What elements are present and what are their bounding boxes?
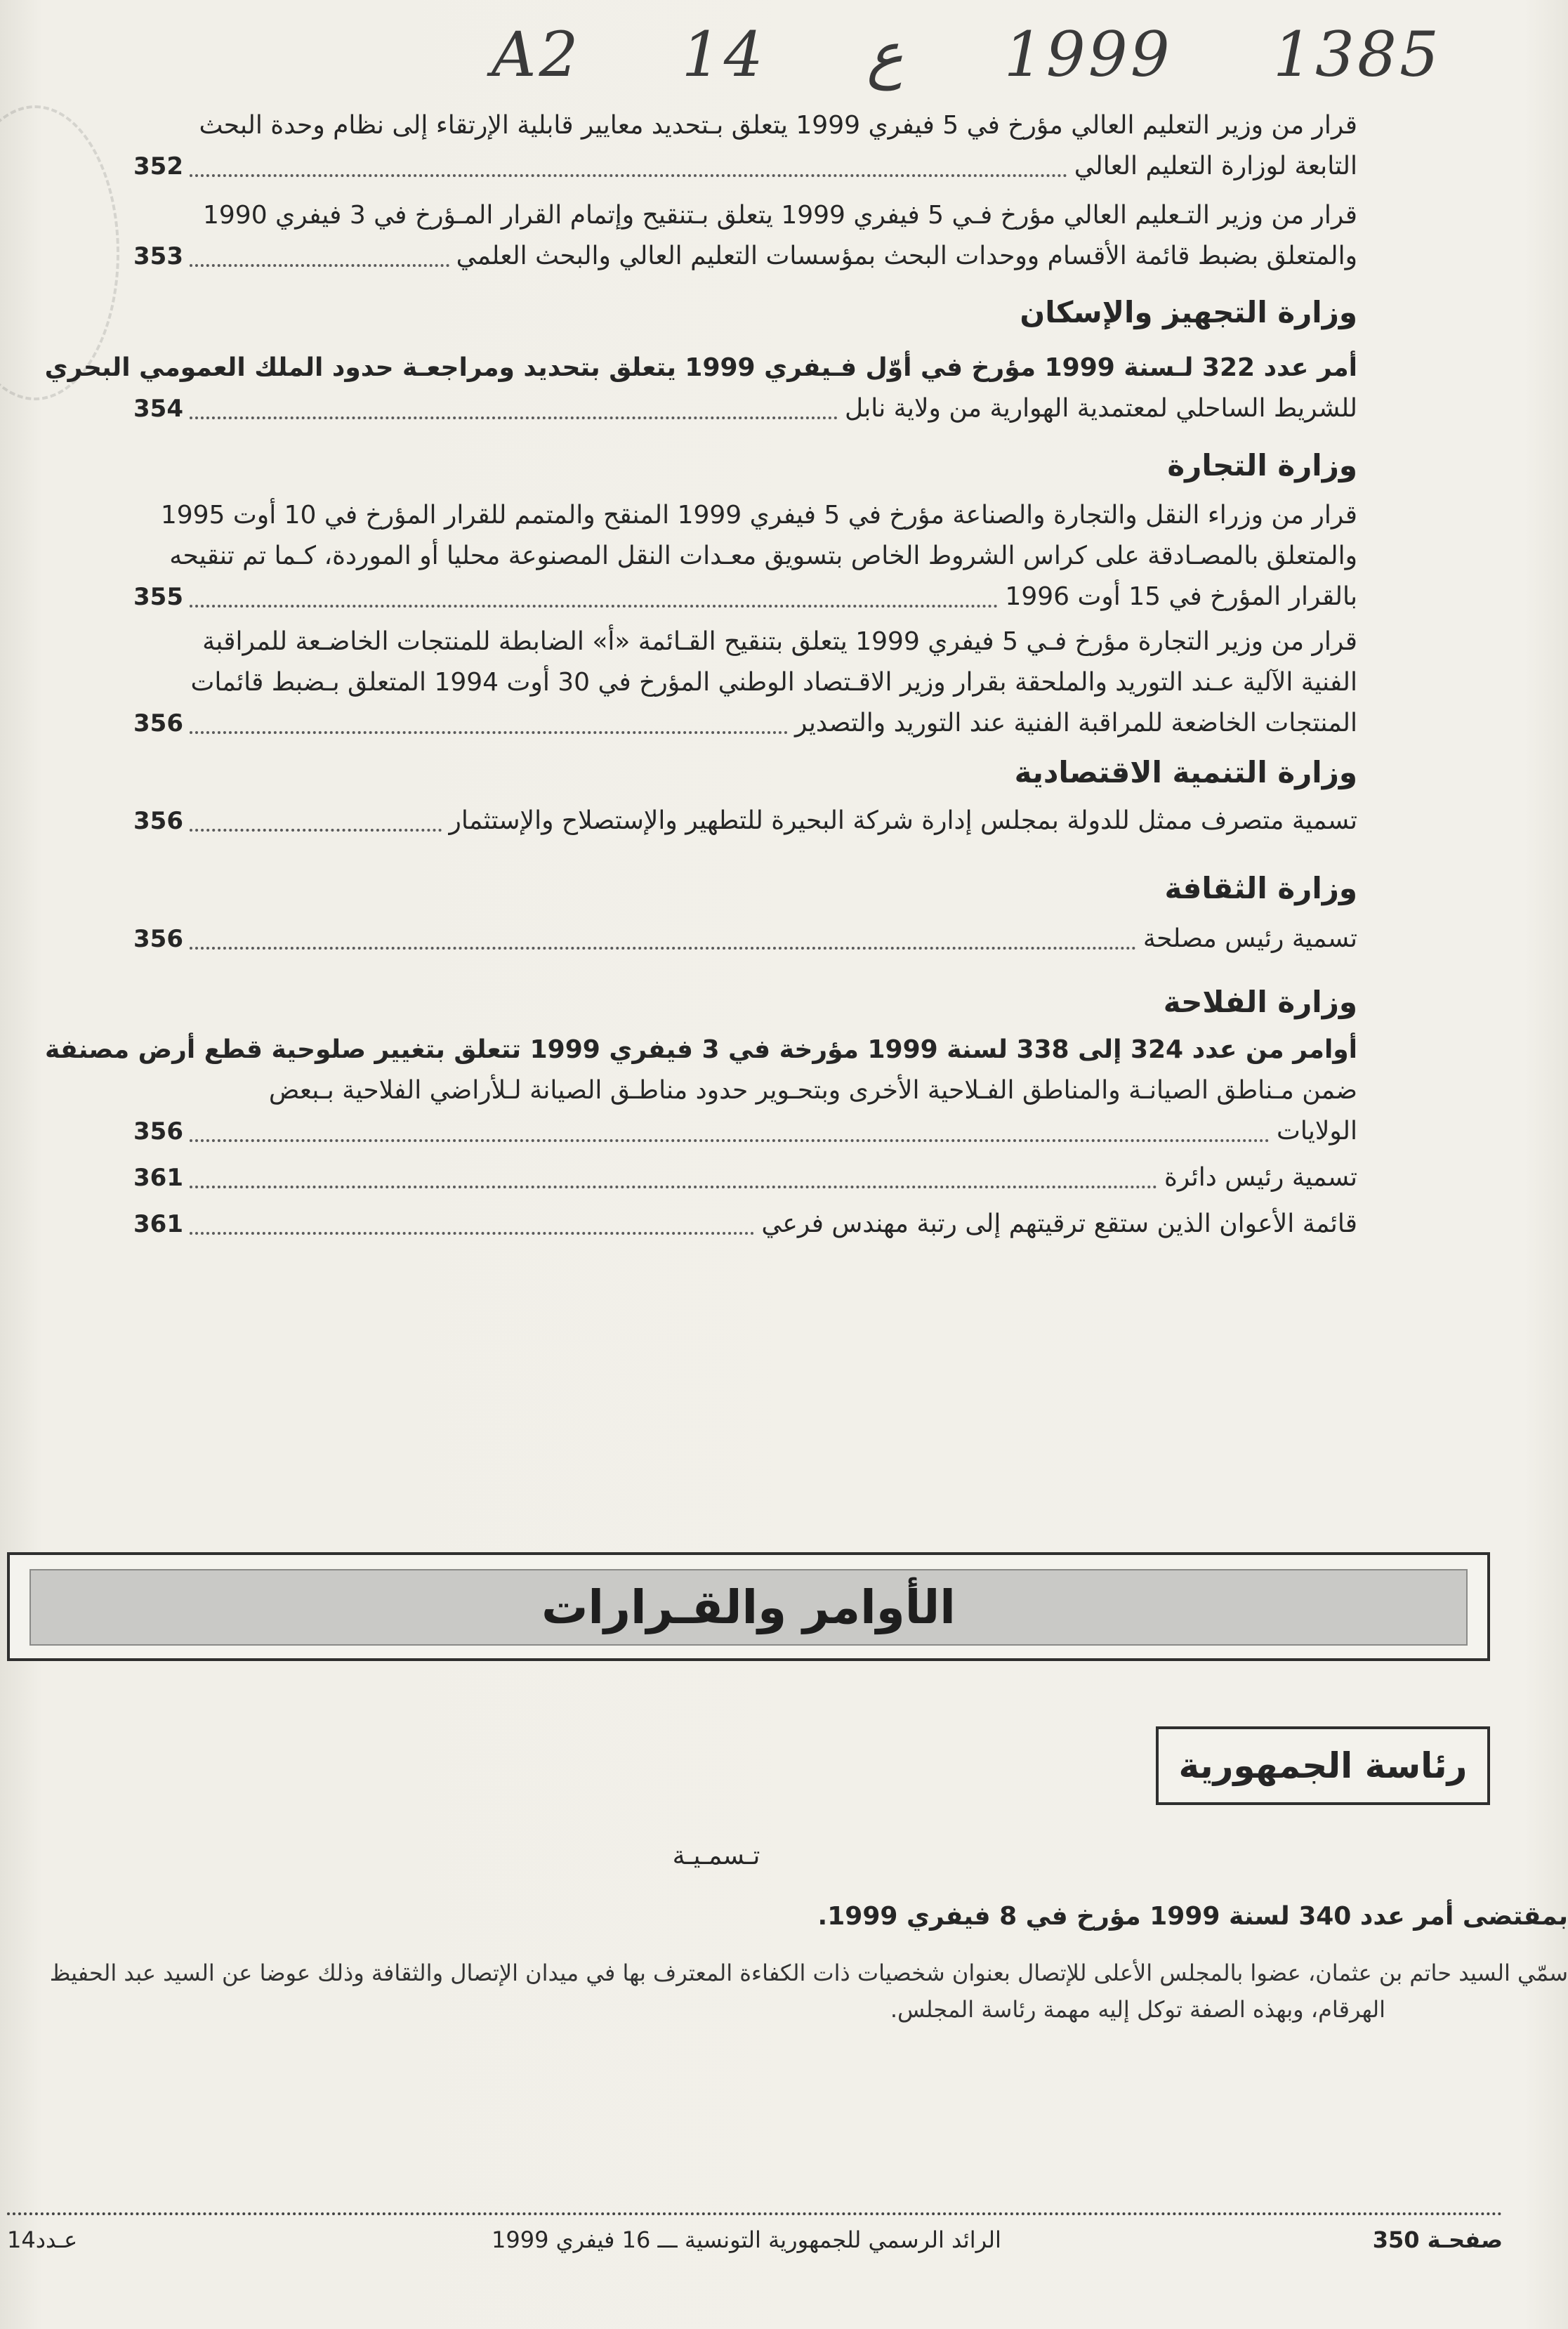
toc-entry <box>133 919 1357 959</box>
toc-entry-text: قرار من وزير التعليم العالي مؤرخ في 5 فيفري 1999 يتعلق بـتحديد معايير قابلية الإرتقاء إلى نظام وحدة البحث <box>199 111 1357 140</box>
toc-entry-text: قائمة الأعوان الذين ستقع ترقيتهم إلى رتبة مهندس فرعي <box>761 1209 1357 1238</box>
toc-entry-text: تسمية متصرف ممثل للدولة بمجلس إدارة شركة البحيرة للتطهير والإستصلاح والإستثمار <box>449 806 1357 835</box>
toc-page-number: 355 <box>133 583 183 611</box>
toc-page-number: 352 <box>133 152 183 181</box>
toc-entry <box>133 801 1357 841</box>
toc-entry-text: المنتجات الخاضعة للمراقبة الفنية عند التوريد والتصدير <box>794 709 1357 737</box>
toc-page-number: 356 <box>133 1117 183 1146</box>
ministry-heading: وزارة التنمية الاقتصادية <box>1014 755 1357 789</box>
toc-entry-text: تسمية رئيس مصلحة <box>1142 924 1357 953</box>
toc-page-number: 353 <box>133 242 183 270</box>
toc-entry-text: للشريط الساحلي لمعتمدية الهوارية من ولاية نابل <box>844 394 1357 423</box>
toc-entry-text: ضمن مـناطق الصيانـة والمناطق الفـلاحية الأخرى وبتحـوير حدود مناطـق الصيانة لـلأراضي الفلاحية بـبعض <box>268 1076 1357 1105</box>
footer-divider <box>7 2212 1503 2215</box>
toc-entry <box>44 1030 1357 1152</box>
section-box-title: رئاسة الجمهورية <box>1156 1726 1490 1805</box>
ministry-heading: وزارة الثقافة <box>1164 871 1357 905</box>
toc-page-number: 354 <box>133 395 183 423</box>
toc-entry-text: الفنية الآلية عـند التوريد والملحقة بقرار وزير الاقـتصاد الوطني المؤرخ في 30 أوت 1994 المتعلق بـضبط قائمات <box>190 668 1357 697</box>
toc-entry-text: أوامر من عدد 324 إلى 338 لسنة 1999 مؤرخة في 3 فيفري 1999 تتعلق بتغيير صلوحية قطع أرض مصنفة <box>44 1035 1357 1064</box>
page-footer <box>7 2226 1503 2276</box>
footer-page-number: صفحـة 350 <box>1372 2226 1503 2253</box>
body-paragraph-line: الهرقام، وبهذه الصفة توكل إليه مهمة رئاسة المجلس. <box>890 1996 1385 2023</box>
toc-entry-text: والمتعلق بضبط قائمة الأقسام ووحدات البحث بمؤسسات التعليم العالي والبحث العلمي <box>456 242 1357 270</box>
ministry-heading: وزارة الفلاحة <box>1163 985 1357 1019</box>
toc-entry-text: قرار من وزير التجارة مؤرخ فـي 5 فيفري 1999 يتعلق بتنقيح القـائمة «أ» الضابطة للمنتجات الخاضـعة للمراقبة <box>202 627 1357 656</box>
toc-entry-text: قرار من وزير التـعليم العالي مؤرخ فـي 5 فيفري 1999 يتعلق بـتنقيح وإتمام القرار المـؤرخ في 3 فيفري 1990 <box>202 201 1357 230</box>
toc-page-number: 356 <box>133 807 183 835</box>
toc-entry-text: التابعة لوزارة التعليم العالي <box>1074 152 1357 181</box>
toc-entry <box>133 1157 1357 1198</box>
toc-entry-text: قرار من وزراء النقل والتجارة والصناعة مؤرخ في 5 فيفري 1999 المنقح والمتمم للقرار المؤرخ في 10 أوت 1995 <box>160 501 1357 530</box>
banner-title: الأوامر والقـرارات <box>29 1569 1468 1646</box>
toc-entry-text: بالقرار المؤرخ في 15 أوت 1996 <box>1005 582 1357 611</box>
toc-entry <box>133 622 1357 744</box>
footer-journal-title: الرائد الرسمي للجمهورية التونسية ـــ 16 فيفري 1999 <box>492 2226 1001 2253</box>
toc-page-number: 361 <box>133 1210 183 1238</box>
hand-code: A2 <box>492 18 581 91</box>
ministry-heading: وزارة التجارة <box>1167 448 1357 483</box>
hand-serial: 1385 <box>1273 18 1442 91</box>
toc-entry <box>133 195 1357 277</box>
footer-issue-number: عـدد14 <box>7 2226 78 2253</box>
toc-entry <box>44 348 1357 429</box>
toc-entry-text: الولايات <box>1277 1117 1357 1146</box>
decree-reference: بمقتضى أمر عدد 340 لسنة 1999 مؤرخ في 8 فيفري 1999. <box>817 1902 1568 1931</box>
subsection-title: تـسمـيـة <box>672 1842 760 1870</box>
hand-letter: ع <box>867 18 904 91</box>
toc-entry-text: والمتعلق بالمصـادقة على كراس الشروط الخاص بتسويق معـدات النقل المصنوعة محليا أو الموردة، كـما تم تنقيحه <box>169 542 1357 570</box>
toc-entry <box>133 105 1357 187</box>
toc-page-number: 356 <box>133 925 183 953</box>
body-paragraph-line: سمّي السيد حاتم بن عثمان، عضوا بالمجلس الأعلى للإتصال بعنوان شخصيات ذات الكفاءة المعترف بها في ميدان الإتصال والثقافة وذلك عوضا عن السيد عبد الحفيظ <box>49 1960 1568 1986</box>
toc-page-number: 356 <box>133 709 183 737</box>
hand-year: 1999 <box>1003 18 1173 91</box>
toc-entry <box>133 1204 1357 1245</box>
ministry-heading: وزارة التجهيز والإسكان <box>1020 295 1357 329</box>
toc-entry <box>133 495 1357 617</box>
toc-entry-text: تسمية رئيس دائرة <box>1164 1163 1357 1192</box>
toc-entry-text: أمر عدد 322 لـسنة 1999 مؤرخ في أوّل فـيفري 1999 يتعلق بتحديد ومراجعـة حدود الملك العمومي البحري <box>44 353 1357 382</box>
handwritten-annotation <box>492 15 1442 93</box>
table-of-contents <box>44 105 1357 1257</box>
hand-number: 14 <box>681 18 766 91</box>
section-banner <box>7 1552 1490 1661</box>
toc-page-number: 361 <box>133 1164 183 1192</box>
